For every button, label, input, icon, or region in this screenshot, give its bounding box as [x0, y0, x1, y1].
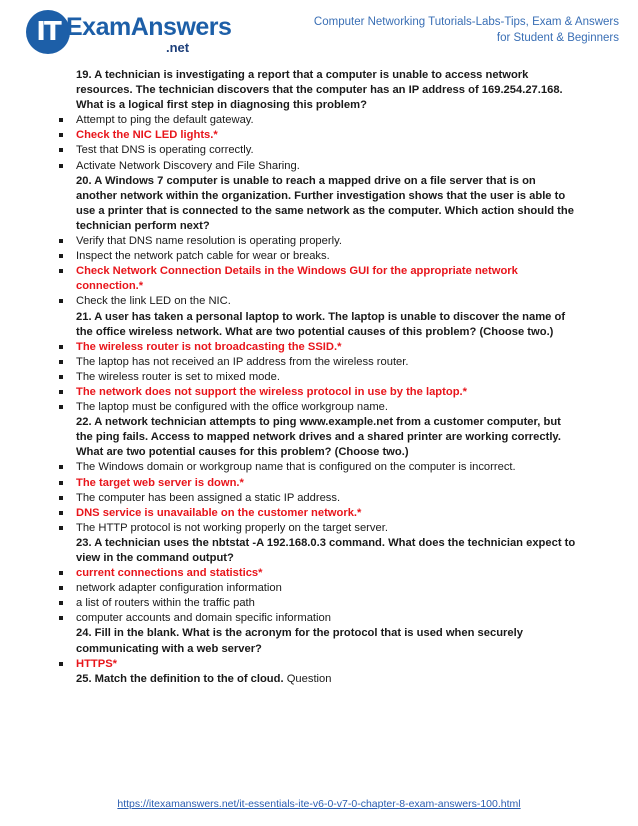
- answer-option-correct: HTTPS*: [58, 657, 578, 672]
- answer-option: The laptop has not received an IP address from the wireless router.: [58, 355, 578, 370]
- answer-option: The wireless router is set to mixed mode.: [58, 370, 578, 385]
- answer-option: Activate Network Discovery and File Sharing.: [58, 159, 578, 174]
- answer-option-correct: current connections and statistics*: [58, 566, 578, 581]
- logo-tld: .net: [166, 40, 190, 55]
- question-text: 24. Fill in the blank. What is the acronym for the protocol that is used when securely communicating with a web server?: [76, 627, 523, 655]
- answer-option: computer accounts and domain specific information: [58, 611, 578, 626]
- answer-option: a list of routers within the traffic path: [58, 596, 578, 611]
- header-tagline: [259, 14, 619, 46]
- question-text-last: [58, 672, 578, 687]
- question-text: 23. A technician uses the nbtstat -A 192.168.0.3 command. What does the technician expect to view in the command output?: [76, 536, 576, 564]
- question-text: 19. A technician is investigating a report that a computer is unable to access network resources. The technician discovers that the computer has an IP address of 169.254.27.168. What is a logical first step in diagnosing this problem?: [76, 69, 563, 112]
- answer-option: The Windows domain or workgroup name that is configured on the computer is incorrect.: [58, 460, 578, 475]
- answer-option: The HTTP protocol is not working properly on the target server.: [58, 521, 578, 536]
- footer-source-link[interactable]: https://itexamanswers.net/it-essentials-ite-v6-0-v7-0-chapter-8-exam-answers-100.html: [117, 798, 521, 810]
- question-25-text: 25. Match the definition to the of cloud.: [76, 672, 284, 685]
- answer-option-correct: The network does not support the wireless protocol in use by the laptop.*: [58, 385, 578, 400]
- site-logo[interactable]: [26, 10, 232, 56]
- question-25-suffix: Question: [286, 672, 332, 685]
- answer-option: Check the link LED on the NIC.: [58, 294, 578, 309]
- answer-option-correct: The target web server is down.*: [58, 476, 578, 491]
- answer-option: Verify that DNS name resolution is operating properly.: [58, 234, 578, 249]
- answer-option-correct: DNS service is unavailable on the customer network.*: [58, 506, 578, 521]
- answer-option: Inspect the network patch cable for wear or breaks.: [58, 249, 578, 264]
- logo-it-badge: IT: [26, 10, 70, 54]
- answer-option: Attempt to ping the default gateway.: [58, 113, 578, 128]
- tagline-line-1: Computer Networking Tutorials-Labs-Tips, Exam & Answers: [313, 16, 619, 28]
- question-text: 20. A Windows 7 computer is unable to reach a mapped drive on a file server that is on another network within the organization. Further investigation shows that the user is able to use a printer that is connected to the same network as the computer. Which action should the technician perform next?: [76, 174, 574, 232]
- answer-option: network adapter configuration information: [58, 581, 578, 596]
- question-list: [58, 68, 578, 687]
- answer-option-correct: The wireless router is not broadcasting the SSID.*: [58, 340, 578, 355]
- answer-option-correct: Check the NIC LED lights.*: [58, 128, 578, 143]
- answer-option-correct: Check Network Connection Details in the Windows GUI for the appropriate network connection.*: [58, 264, 578, 294]
- answer-option: The computer has been assigned a static IP address.: [58, 491, 578, 506]
- question-text: 22. A network technician attempts to ping www.example.net from a customer computer, but the ping fails. Access to mapped network drives and a shared printer are working correctly. What are two potential causes for this problem? (Choose two.): [76, 416, 561, 459]
- question-text: 21. A user has taken a personal laptop to work. The laptop is unable to discover the name of the office wireless network. What are two potential causes of this problem? (Choose two.): [76, 310, 566, 338]
- answer-option: Test that DNS is operating correctly.: [58, 143, 578, 158]
- answer-option: The laptop must be configured with the office workgroup name.: [58, 400, 578, 415]
- tagline-line-2: for Student & Beginners: [496, 32, 619, 44]
- logo-name: ExamAnswers: [66, 13, 232, 41]
